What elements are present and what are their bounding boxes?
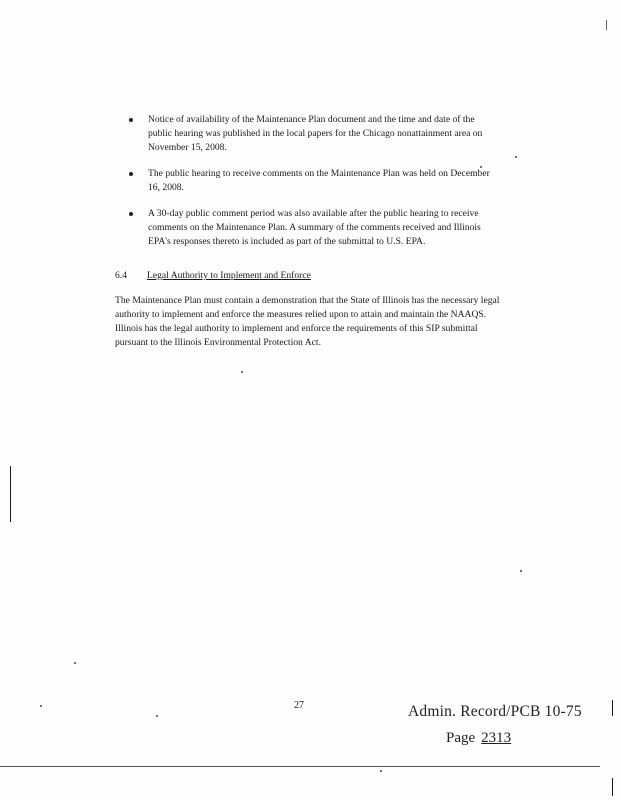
scan-speck [156, 715, 158, 717]
scan-speck [480, 166, 482, 168]
bullet-item [129, 113, 499, 155]
body-paragraph: The Maintenance Plan must contain a demonstration that the State of Illinois has the necessary legal authority to implement and enforce the measures relied upon to attain and maintain the NAAQS. Illinois has the legal authority to implement and enforce the requirements of this SIP submittal pursuant to the Illinois Environmental Protection Act. [115, 295, 500, 348]
bullet-item [129, 207, 499, 249]
stamp-page-number: 2313 [481, 730, 512, 746]
scan-speck [74, 662, 76, 664]
section-number: 6.4 [115, 270, 127, 281]
bullet-text: A 30-day public comment period was also available after the public hearing to receive comments on the Maintenance Plan. A summary of the comments received and Illinois EPA's responses thereto is included as part of the submittal to U.S. EPA. [148, 208, 481, 247]
bullet-list [129, 113, 499, 261]
bullet-item [129, 167, 499, 195]
scan-top-right-mark [606, 20, 607, 30]
scan-speck [241, 371, 243, 373]
scan-speck [40, 705, 42, 707]
scan-bottom-line [0, 766, 600, 767]
bullet-dot-icon [129, 118, 133, 122]
section-heading [115, 269, 311, 283]
admin-record-stamp: Admin. Record/PCB 10-75 [408, 703, 582, 720]
scan-speck [380, 770, 382, 772]
stamp-page-label: Page [446, 730, 476, 746]
section-title: Legal Authority to Implement and Enforce [147, 270, 311, 281]
scan-edge-mark-left [10, 466, 11, 522]
bullet-text: The public hearing to receive comments on the Maintenance Plan was held on December 16, 2008. [148, 168, 490, 193]
bullet-text: Notice of availability of the Maintenance Plan document and the time and date of the public hearing was published in the local papers for the Chicago nonattainment area on November 15, 2008. [148, 114, 483, 153]
scan-edge-mark-right-bottom [612, 778, 613, 796]
scan-speck [515, 156, 517, 158]
bullet-dot-icon [129, 172, 133, 176]
page-number: 27 [294, 700, 304, 711]
bullet-dot-icon [129, 212, 133, 216]
scan-speck [520, 570, 522, 572]
scan-edge-mark-right [612, 700, 613, 716]
stamp-page-line [446, 730, 511, 747]
